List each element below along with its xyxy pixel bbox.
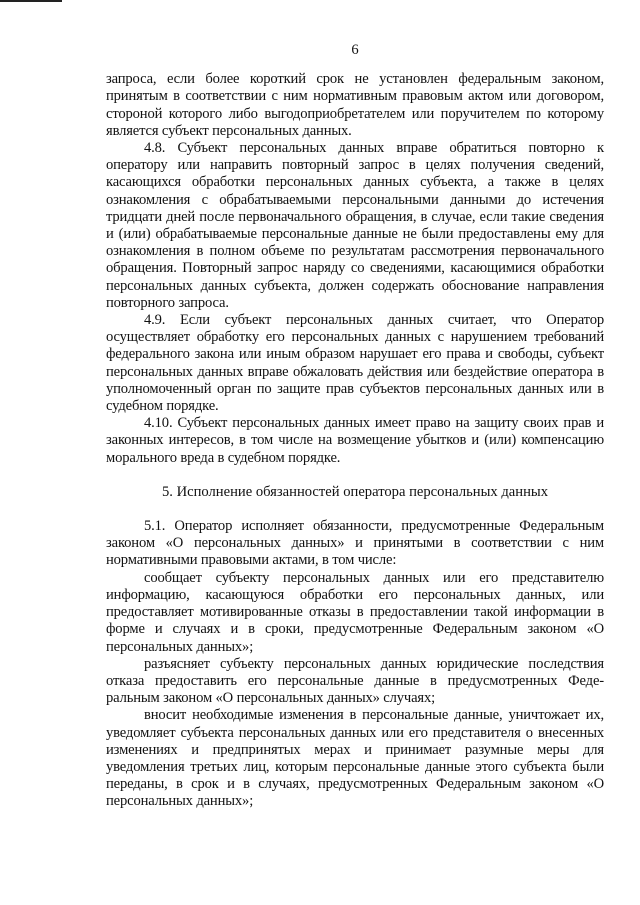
paragraph-5-1: 5.1. Оператор исполняет обязанности, предусмотренные Федеральным законом «О персональных данных» и принятыми в соответствии с ним нормативными правовыми актами, в том числе:	[106, 518, 604, 569]
paragraph-4-8: 4.8. Субъект персональных данных вправе обратиться повторно к оператору или направить повторный запрос в целях получения сведений, касающихся обработки персональных данных субъекта, а также в целях ознакомления с обрабатываемыми персональными данными до истечения тридцати дней после первоначального обращения, в случае, если такие сведения и (или) обрабатываемые персональные данные не были предоставлены ему для ознакомления в полном объеме по результатам рассмотрения первоначального обращения. Повторный запрос наряду со сведениями, касающимися обработки персональных данных субъекта, должен содержать обоснование направления повторного запроса.	[106, 140, 604, 311]
paragraph-continuation: запроса, если более короткий срок не установлен федеральным законом, принятым в соответствии с ним нормативным правовым актом или договором, стороной которого либо выгодоприобретателем или поручителем по которому является субъект персональных данных.	[106, 71, 604, 139]
document-page	[106, 42, 604, 811]
section-heading: 5. Исполнение обязанностей оператора персональных данных	[161, 483, 548, 500]
list-item-explain: разъясняет субъекту персональных данных юридические последствия отказа предоставить его персональные данные в предусмотренных Феде-ральным законом «О персональных данных» случаях;	[106, 655, 604, 707]
scan-edge-line	[0, 0, 62, 2]
paragraph-4-10: 4.10. Субъект персональных данных имеет право на защиту своих прав и законных интересов, в том числе на возмещение убытков и (или) компенсацию морального вреда в судебном порядке.	[106, 415, 604, 466]
list-item-inform: сообщает субъекту персональных данных или его представителю информацию, касающуюся обработки его персональных данных, или предоставляет мотивированные отказы в предоставлении такой информации в форме и случаях и в сроки, предусмотренные Федеральным законом «О персональных данных»;	[106, 569, 604, 655]
paragraph-4-9: 4.9. Если субъект персональных данных считает, что Оператор осуществляет обработку его персональных данных с нарушением требований федерального закона или иным образом нарушает его права и свободы, субъект персональных данных вправе обжаловать действия или бездействие оператора в уполномоченный орган по защите прав субъектов персональных данных или в судебном порядке.	[106, 312, 604, 415]
list-item-amend: вносит необходимые изменения в персональные данные, уничтожает их, уведомляет субъекта персональных данных или его представителя о внесенных изменениях и предпринятых мерах и принимает разумные меры для уведомления третьих лиц, которым персональные данные этого субъекта были переданы, в срок и в случаях, предусмотренных Федеральным законом «О персональных данных»;	[106, 707, 604, 810]
page-number: 6	[351, 42, 359, 58]
